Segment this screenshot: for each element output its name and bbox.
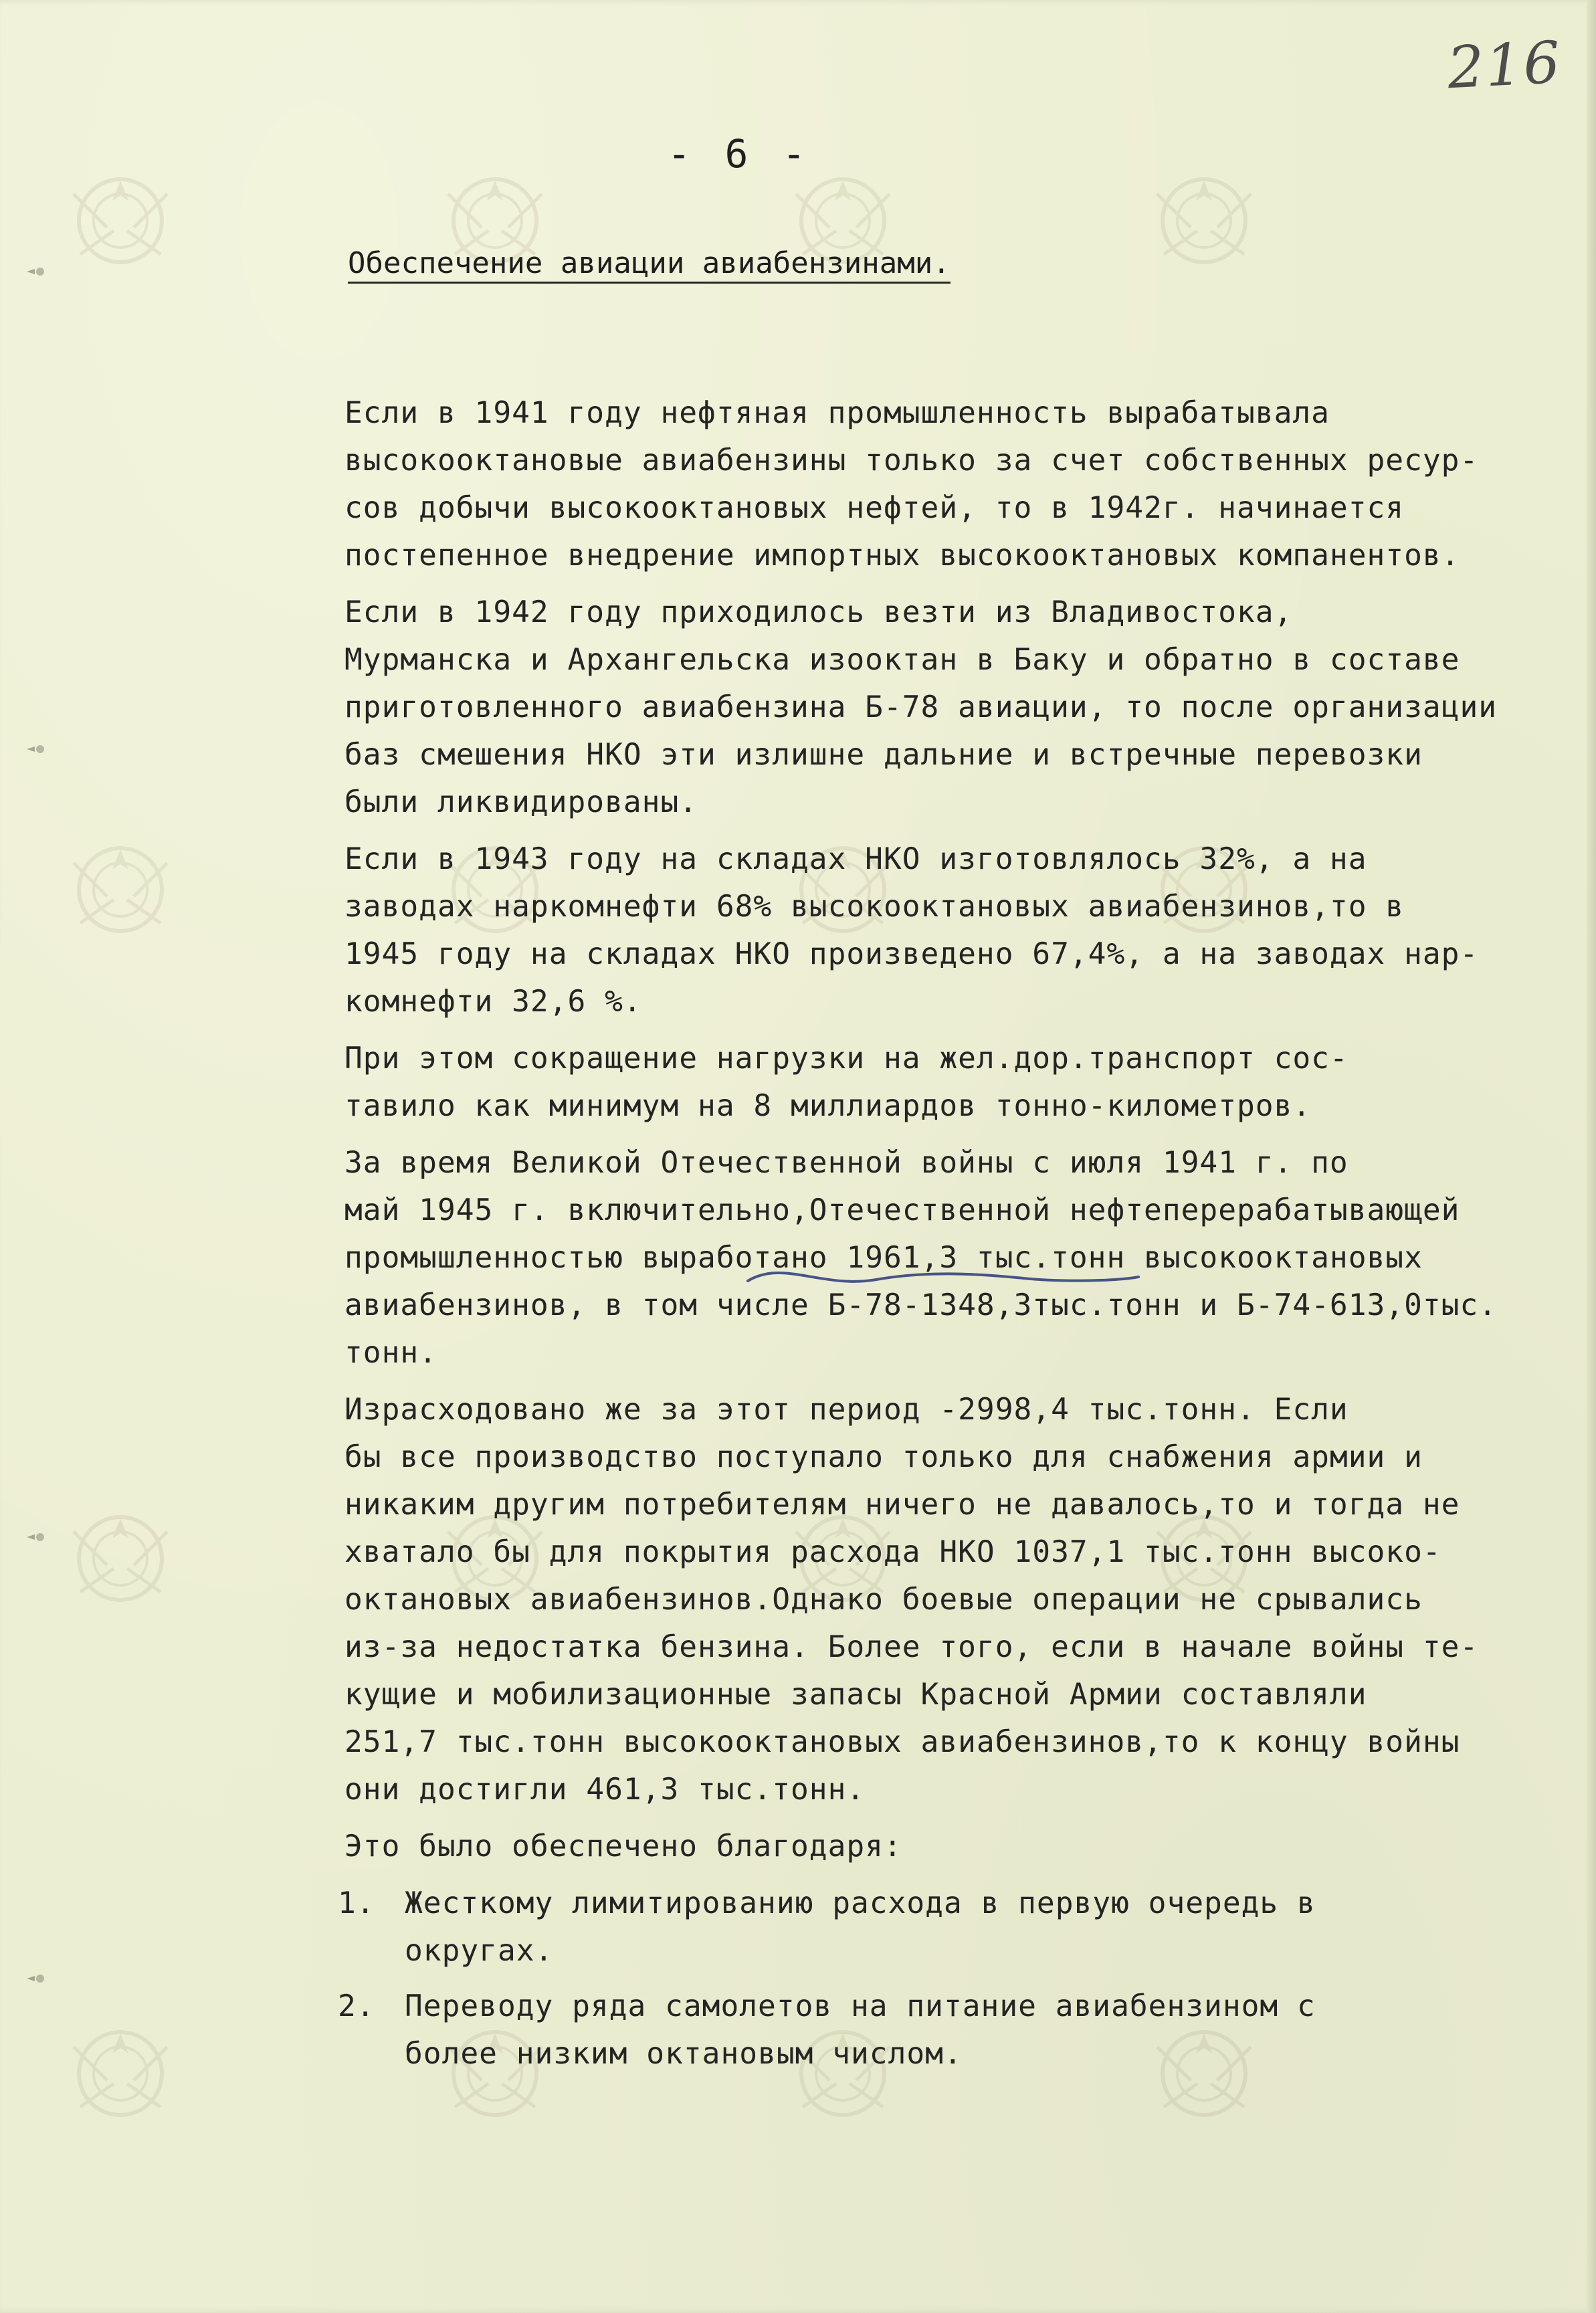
text-line: май 1945 г. включительно,Отечественной нефтеперерабатывающей: [344, 1193, 1460, 1227]
page-edge-shadow: [1587, 0, 1596, 2313]
list-item: [191, 1880, 1582, 1975]
text-line: комнефти 32,6 %.: [344, 985, 642, 1019]
text-line: Израсходовано же за этот период -2998,4 тыс.тонн. Если: [344, 1393, 1349, 1427]
text-line: высокооктановые авиабензины только за счет собственных ресур-: [344, 443, 1479, 478]
paragraph: [191, 1823, 1582, 1870]
text-line: баз смешения НКО эти излишне дальние и встречные перевозки: [344, 738, 1423, 772]
text-line: они достигли 461,3 тыс.тонн.: [344, 1773, 866, 1807]
page-number: - 6 -: [667, 131, 811, 177]
list-item: [191, 1983, 1582, 2078]
text-line: тавило как минимум на 8 миллиардов тонно-километров.: [344, 1089, 1312, 1123]
punch-hole-icon: [25, 1532, 48, 1542]
punch-hole-icon: [25, 744, 48, 755]
paragraph-list: [191, 389, 1582, 1870]
text-line: округах.: [405, 1934, 554, 1968]
archive-emblem-icon: [54, 1492, 187, 1625]
text-line: никаким другим потребителям ничего не давалось,то и тогда не: [344, 1488, 1460, 1522]
text-line: Если в 1941 году нефтяная промышленность вырабатывала: [344, 396, 1330, 430]
archive-emblem-icon: [54, 823, 187, 957]
paragraph: [191, 589, 1582, 826]
paragraph: [191, 389, 1582, 579]
text-line: сов добычи высокооктановых нефтей, то в 1942г. начинается: [344, 491, 1405, 525]
text-line: более низким октановым числом.: [405, 2037, 963, 2071]
text-line: постепенное внедрение импортных высокооктановых компанентов.: [344, 538, 1460, 573]
document-body: [191, 389, 1582, 2086]
text-line: бы все производство поступало только для снабжения армии и: [344, 1440, 1423, 1474]
text-line: заводах наркомнефти 68% высокооктановых авиабензинов,то в: [344, 890, 1405, 924]
text-line: Мурманска и Архангельска изооктан в Баку и обратно в составе: [344, 643, 1460, 677]
pen-underline-mark: [742, 1254, 1144, 1294]
text-line: Если в 1942 году приходилось везти из Владивостока,: [344, 595, 1293, 629]
numbered-list: [191, 1880, 1582, 2078]
text-line: хватало бы для покрытия расхода НКО 1037,1 тыс.тонн высоко-: [344, 1535, 1441, 1569]
punch-hole-icon: [25, 266, 48, 277]
paragraph: [191, 835, 1582, 1025]
text-line: Жесткому лимитированию расхода в первую очередь в: [405, 1886, 1316, 1920]
text-line: приготовленного авиабензина Б-78 авиации, то после организации: [344, 690, 1498, 724]
archive-emblem-icon: [54, 2007, 187, 2140]
paragraph: [191, 1386, 1582, 1813]
text-line: Если в 1943 году на складах НКО изготовлялось 32%, а на: [344, 842, 1367, 876]
text-line: За время Великой Отечественной войны с июля 1941 г. по: [344, 1146, 1349, 1180]
text-line: Переводу ряда самолетов на питание авиабензином с: [405, 1989, 1316, 2023]
text-line: При этом сокращение нагрузки на жел.дор.транспорт сос-: [344, 1041, 1349, 1076]
text-line: 1945 году на складах НКО произведено 67,4%, а на заводах нар-: [344, 937, 1479, 971]
text-line: из-за недостатка бензина. Более того, если в начале войны те-: [344, 1630, 1479, 1664]
punch-hole-icon: [25, 1973, 48, 1984]
text-line: тонн.: [344, 1336, 437, 1370]
archive-sheet-number: 216: [1445, 29, 1563, 102]
paragraph: [191, 1035, 1582, 1130]
text-line: Это было обеспечено благодаря:: [344, 1829, 902, 1864]
list-item-number: 1.: [338, 1886, 375, 1920]
text-line: авиабензинов, в том числе Б-78-1348,3тыс.тонн и Б-74-613,0тыс.: [344, 1288, 1498, 1322]
page-title: Обеспечение авиации авиабензинами.: [348, 246, 951, 284]
text-line: были ликвидированы.: [344, 785, 698, 819]
text-line: кущие и мобилизационные запасы Красной Армии составляли: [344, 1678, 1367, 1712]
list-item-number: 2.: [338, 1989, 375, 2023]
text-line: 251,7 тыс.тонн высокооктановых авиабензинов,то к концу войны: [344, 1725, 1460, 1759]
text-line: промышленностью выработано 1961,3 тыс.тонн высокооктановых: [344, 1241, 1423, 1275]
text-line: октановых авиабензинов.Однако боевые операции не срывались: [344, 1583, 1423, 1617]
